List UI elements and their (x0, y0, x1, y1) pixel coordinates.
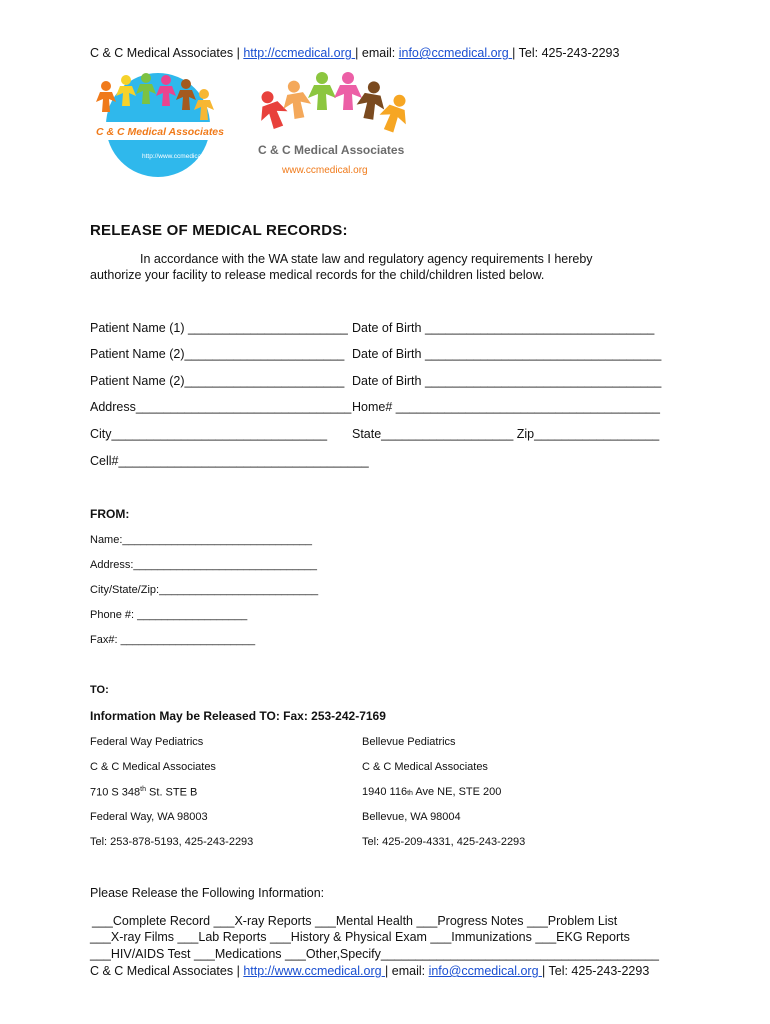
logo2-url: www.ccmedical.org (282, 165, 368, 176)
header-tel: | Tel: 425-243-2293 (512, 46, 620, 60)
right-clinic-name: Bellevue Pediatrics (362, 736, 456, 748)
footer-email-label: | email: (385, 964, 429, 978)
home-phone-field[interactable]: Home# ______________________________________ (352, 400, 660, 414)
patient-name-3-field[interactable]: Patient Name (2)_______________________ (90, 374, 345, 388)
intro-line-2: authorize your facility to release medical records for the child/children listed below. (90, 268, 545, 282)
dob-2-field[interactable]: Date of Birth __________________________________ (352, 347, 662, 361)
release-options-line-1[interactable]: ___Complete Record ___X-ray Reports ___Mental Health ___Progress Notes ___Problem List (92, 914, 618, 928)
from-name-field[interactable]: Name:_______________________________ (90, 534, 313, 546)
logo-children-chain (246, 70, 422, 182)
right-clinic-city: Bellevue, WA 98004 (362, 811, 461, 823)
patient-name-1-field[interactable]: Patient Name (1) _______________________ (90, 321, 348, 335)
release-heading: Please Release the Following Information: (90, 886, 325, 900)
footer-practice-name: C & C Medical Associates | (90, 964, 244, 978)
logo1-url: http://www.ccmedical.org (142, 153, 214, 160)
dob-1-field[interactable]: Date of Birth _________________________________ (352, 321, 655, 335)
dob-3-field[interactable]: Date of Birth __________________________________ (352, 374, 662, 388)
footer-contact-line (90, 964, 649, 978)
footer-website-link[interactable]: http://www.ccmedical.org (243, 964, 386, 978)
footer-tel: | Tel: 425-243-2293 (542, 964, 650, 978)
footer-email-link[interactable]: info@ccmedical.org (428, 964, 543, 978)
logo-circle (86, 72, 236, 178)
city-field[interactable]: City_______________________________ (90, 427, 328, 441)
header-contact-line (90, 46, 619, 60)
from-heading: FROM: (90, 507, 130, 521)
from-address-field[interactable]: Address:______________________________ (90, 559, 317, 571)
logo2-name: C & C Medical Associates (258, 143, 405, 157)
header-website-link[interactable]: http://ccmedical.org (243, 46, 356, 60)
release-options-line-3[interactable]: ___HIV/AIDS Test ___Medications ___Other,Specify________________________________________ (90, 947, 659, 961)
left-clinic-street: 710 S 348th St. STE B (90, 786, 198, 799)
to-heading: TO: (90, 684, 109, 696)
from-fax-field[interactable]: Fax#: ______________________ (90, 634, 256, 646)
logo1-name: C & C Medical Associates (96, 126, 224, 138)
right-clinic-tel: Tel: 425-209-4331, 425-243-2293 (362, 836, 526, 848)
header-email-label: | email: (355, 46, 399, 60)
patient-name-2-field[interactable]: Patient Name (2)_______________________ (90, 347, 345, 361)
right-clinic-org: C & C Medical Associates (362, 761, 488, 773)
from-phone-field[interactable]: Phone #: __________________ (90, 609, 248, 621)
release-to-fax: Information May be Released TO: Fax: 253-242-7169 (90, 709, 386, 723)
address-field[interactable]: Address_______________________________ (90, 400, 352, 414)
children-chain-icon (252, 72, 414, 136)
header-practice-name: C & C Medical Associates | (90, 46, 244, 60)
state-zip-field[interactable]: State___________________ Zip__________________ (352, 427, 660, 441)
header-email-link[interactable]: info@ccmedical.org (398, 46, 513, 60)
left-clinic-org: C & C Medical Associates (90, 761, 216, 773)
page-title: RELEASE OF MEDICAL RECORDS: (90, 222, 348, 239)
left-clinic-tel: Tel: 253-878-5193, 425-243-2293 (90, 836, 254, 848)
left-clinic-city: Federal Way, WA 98003 (90, 811, 208, 823)
from-city-state-zip-field[interactable]: City/State/Zip:__________________________ (90, 584, 319, 596)
cell-field[interactable]: Cell#____________________________________ (90, 454, 369, 468)
left-clinic-name: Federal Way Pediatrics (90, 736, 204, 748)
intro-line-1: In accordance with the WA state law and regulatory agency requirements I hereby (140, 252, 593, 266)
right-clinic-street: 1940 116th Ave NE, STE 200 (362, 786, 502, 798)
release-options-line-2[interactable]: ___X-ray Films ___Lab Reports ___History & Physical Exam ___Immunizations ___EKG Reports (90, 930, 630, 944)
